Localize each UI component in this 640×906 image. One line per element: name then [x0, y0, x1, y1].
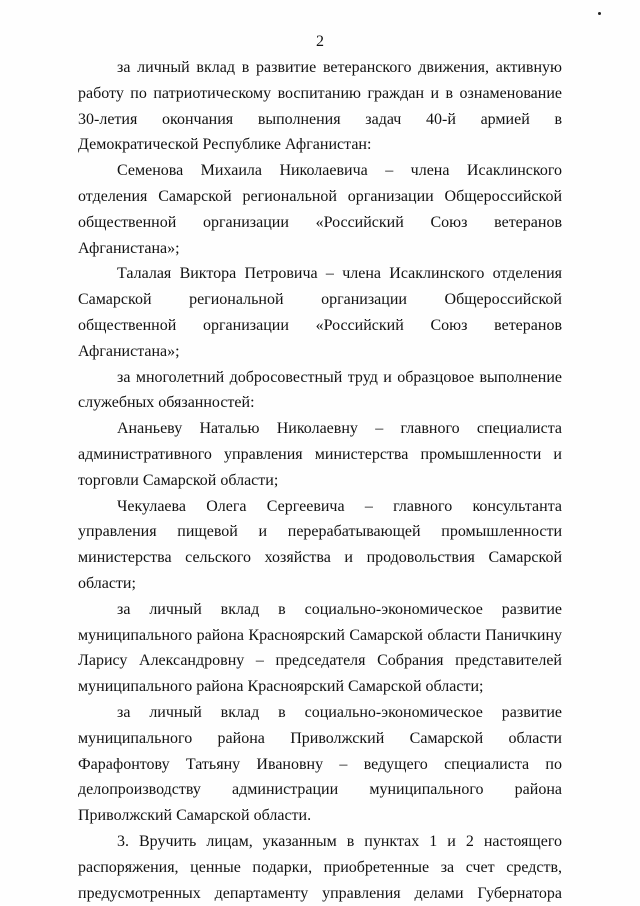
- page-number: 2: [316, 33, 324, 50]
- paragraph-panichkina: за личный вклад в социально-экономическое развитие муниципального района Красноярский Самарской области Паничкину Ларису Александровну – председателя Собрания представителей муниципального района Красноярский Самарской области;: [78, 600, 562, 696]
- paragraph-chekulaev: Чекулаева Олега Сергеевича – главного консультанта управления пищевой и перерабатывающей промышленности министерства сельского хозяйства и продовольствия Самарской области;: [78, 497, 562, 592]
- paragraph-award-afghan-veterans: за личный вклад в развитие ветеранского движения, активную работу по патриотическому воспитанию граждан и в ознаменование 30-летия окончания выполнения задач 40-й армией в Демократической Республике Афганистан:: [78, 59, 562, 154]
- paragraph-ananyeva: Ананьеву Наталью Николаевну – главного специалиста административного управления министерства промышленности и торговли Самарской области;: [78, 420, 562, 489]
- paragraph-semenov: Семенова Михаила Николаевича – члена Исаклинского отделения Самарской региональной организации Общероссийской общественной организации «Российский Союз ветеранов Афганистана»;: [78, 162, 562, 257]
- paragraph-award-long-service: за многолетний добросовестный труд и образцовое выполнение служебных обязанностей:: [78, 368, 562, 412]
- scan-speck: [598, 12, 601, 15]
- paragraph-item-3: 3. Вручить лицам, указанным в пунктах 1 и 2 настоящего распоряжения, ценные подарки, приобретенные за счет средств, предусмотренных департаменту управления делами Губернатора: [78, 832, 562, 902]
- document-body: [78, 55, 562, 906]
- paragraph-talalay: Талалая Виктора Петровича – члена Исаклинского отделения Самарской региональной организации Общероссийской общественной организации «Российский Союз ветеранов Афганистана»;: [78, 265, 562, 360]
- paragraph-farafontova: за личный вклад в социально-экономическое развитие муниципального района Приволжский Самарской области Фарафонтову Татьяну Ивановну – ведущего специалиста по делопроизводству администрации муниципального района Приволжский Самарской области.: [78, 703, 562, 825]
